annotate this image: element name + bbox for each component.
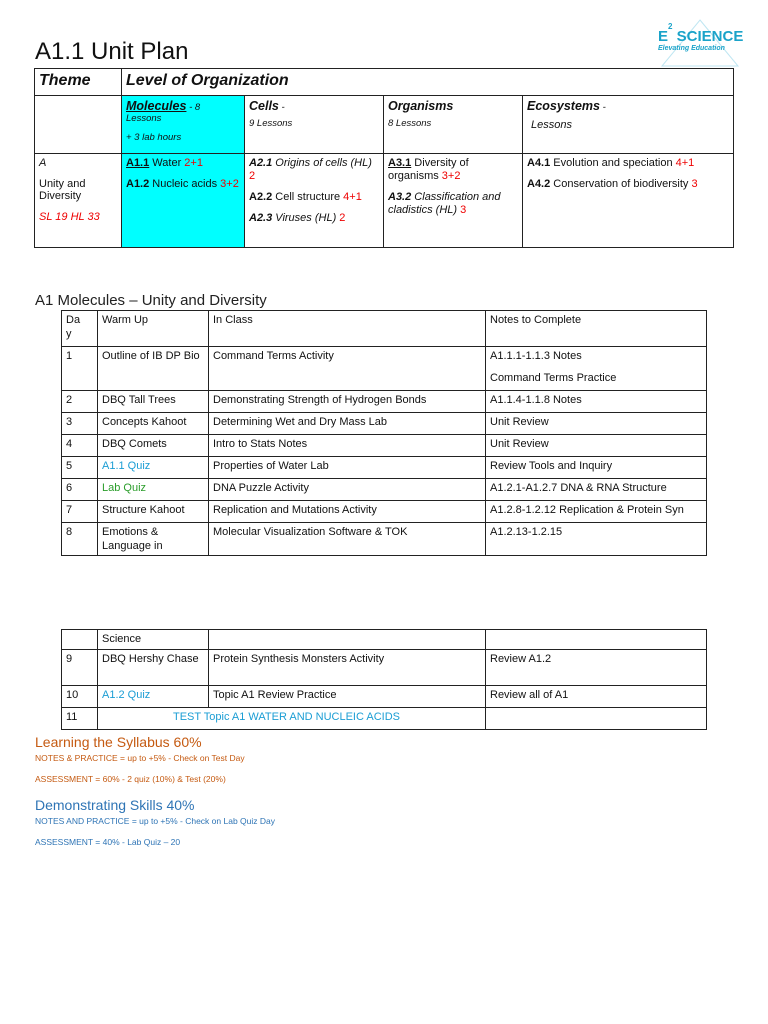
- logo: [650, 18, 744, 68]
- table-row: 2 DBQ Tall Trees Demonstrating Strength of Hydrogen Bonds A1.1.4-1.1.8 Notes: [62, 391, 707, 413]
- skills-title: Demonstrating Skills 40%: [35, 797, 195, 813]
- logo-tagline: Elevating Education: [658, 45, 725, 52]
- syllabus-title: Learning the Syllabus 60%: [35, 734, 202, 750]
- table-row: 3 Concepts Kahoot Determining Wet and Dry Mass Lab Unit Review: [62, 413, 707, 435]
- header-day: Da y: [62, 311, 98, 347]
- table-row: 5 A1.1 Quiz Properties of Water Lab Review Tools and Inquiry: [62, 457, 707, 479]
- organisms-topics: A3.1 Diversity of organisms 3+2 A3.2 Classification and cladistics (HL) 3: [384, 154, 523, 248]
- logo-brand: $E^2$ SCIENCE: [658, 22, 744, 45]
- level-ecosystems: Ecosystems - Lessons: [523, 96, 734, 154]
- level-molecules: Molecules - 8 Lessons + 3 lab hours: [122, 96, 245, 154]
- header-notes: Notes to Complete: [486, 311, 707, 347]
- table-row: 6 Lab Quiz DNA Puzzle Activity A1.2.1-A1.2.7 DNA & RNA Structure: [62, 479, 707, 501]
- schedule-table: [61, 310, 707, 556]
- header-in-class: In Class: [209, 311, 486, 347]
- page-title: A1.1 Unit Plan: [35, 38, 189, 65]
- table-row: 10 A1.2 Quiz Topic A1 Review Practice Review all of A1: [62, 686, 707, 708]
- level-cells: Cells - 9 Lessons: [245, 96, 384, 154]
- theme-header: Theme: [35, 69, 122, 96]
- skills-notes: NOTES AND PRACTICE = up to +5% - Check on Lab Quiz Day: [35, 816, 275, 826]
- table-row: Science: [62, 630, 707, 650]
- table-row: 8 Emotions & Language in Molecular Visualization Software & TOK A1.2.13-1.2.15: [62, 523, 707, 556]
- schedule-table-continued: [61, 629, 707, 730]
- table-row: 4 DBQ Comets Intro to Stats Notes Unit Review: [62, 435, 707, 457]
- table-row: 1 Outline of IB DP Bio Command Terms Activity A1.1.1-1.1.3 Notes Command Terms Practice: [62, 347, 707, 391]
- theme-cell: A Unity and Diversity SL 19 HL 33: [35, 154, 122, 248]
- level-organisms: Organisms 8 Lessons: [384, 96, 523, 154]
- skills-assessment: ASSESSMENT = 40% - Lab Quiz – 20: [35, 837, 181, 847]
- empty-cell: [35, 96, 122, 154]
- table-row: 7 Structure Kahoot Replication and Mutations Activity A1.2.8-1.2.12 Replication & Protein Syn: [62, 501, 707, 523]
- header-warm-up: Warm Up: [98, 311, 209, 347]
- unit-plan-table: [34, 68, 734, 248]
- molecules-topics: A1.1 Water 2+1 A1.2 Nucleic acids 3+2: [122, 154, 245, 248]
- table-row: 11 TEST Topic A1 WATER AND NUCLEIC ACIDS: [62, 708, 707, 730]
- section-title: A1 Molecules – Unity and Diversity: [35, 292, 267, 309]
- level-header: Level of Organization: [122, 69, 734, 96]
- syllabus-notes: NOTES & PRACTICE = up to +5% - Check on Test Day: [35, 753, 245, 763]
- syllabus-assessment: ASSESSMENT = 60% - 2 quiz (10%) & Test (20%): [35, 774, 226, 784]
- table-row: 9 DBQ Hershy Chase Protein Synthesis Monsters Activity Review A1.2: [62, 650, 707, 686]
- ecosystems-topics: A4.1 Evolution and speciation 4+1 A4.2 Conservation of biodiversity 3: [523, 154, 734, 248]
- cells-topics: A2.1 Origins of cells (HL) 2 A2.2 Cell structure 4+1 A2.3 Viruses (HL) 2: [245, 154, 384, 248]
